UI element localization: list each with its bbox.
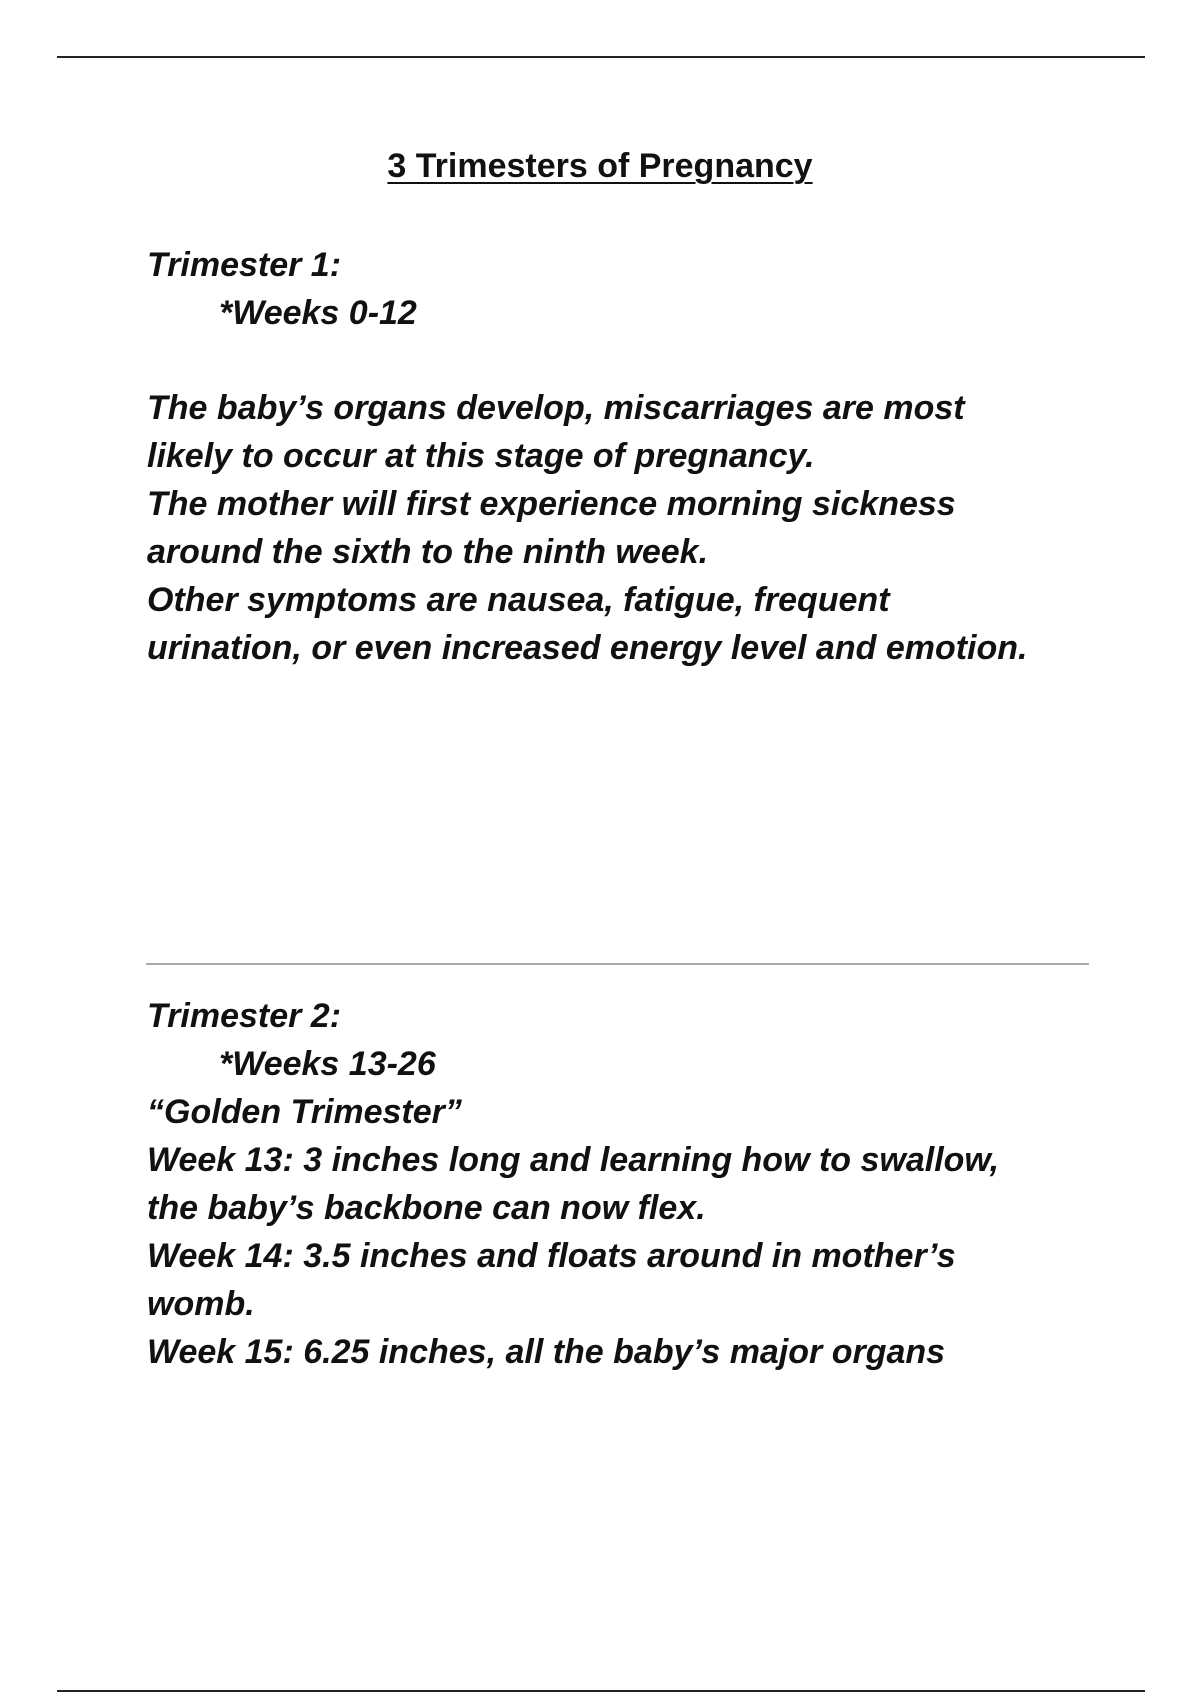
- text-line: Week 15: 6.25 inches, all the baby’s major organs: [147, 1333, 946, 1371]
- trimester-1-description: [147, 384, 1147, 672]
- text-line: around the sixth to the ninth week.: [147, 533, 709, 571]
- trimester-2-section: [147, 992, 1147, 1376]
- text-line: womb.: [147, 1285, 255, 1323]
- text-line: The baby’s organs develop, miscarriages are most: [147, 389, 965, 427]
- trimester-1-heading: Trimester 1:: [147, 246, 342, 284]
- page-bottom-rule: [57, 1690, 1145, 1692]
- page-top-rule: [57, 56, 1145, 58]
- text-line: the baby’s backbone can now flex.: [147, 1189, 706, 1227]
- text-line: The mother will first experience morning sickness: [147, 485, 956, 523]
- text-line: urination, or even increased energy level and emotion.: [147, 629, 1028, 667]
- text-line: Week 14: 3.5 inches and floats around in mother’s: [147, 1237, 956, 1275]
- text-line: likely to occur at this stage of pregnancy.: [147, 437, 815, 475]
- trimester-2-nickname: “Golden Trimester”: [147, 1093, 462, 1131]
- trimester-2-weeks: *Weeks 13-26: [219, 1045, 436, 1083]
- text-line: Week 13: 3 inches long and learning how to swallow,: [147, 1141, 1000, 1179]
- text-line: Other symptoms are nausea, fatigue, frequent: [147, 581, 890, 619]
- trimester-2-heading: Trimester 2:: [147, 997, 342, 1035]
- section-divider: [146, 963, 1089, 965]
- trimester-1-section: [147, 241, 1147, 337]
- page-title: 3 Trimesters of Pregnancy: [387, 147, 813, 185]
- trimester-1-weeks: *Weeks 0-12: [219, 294, 417, 332]
